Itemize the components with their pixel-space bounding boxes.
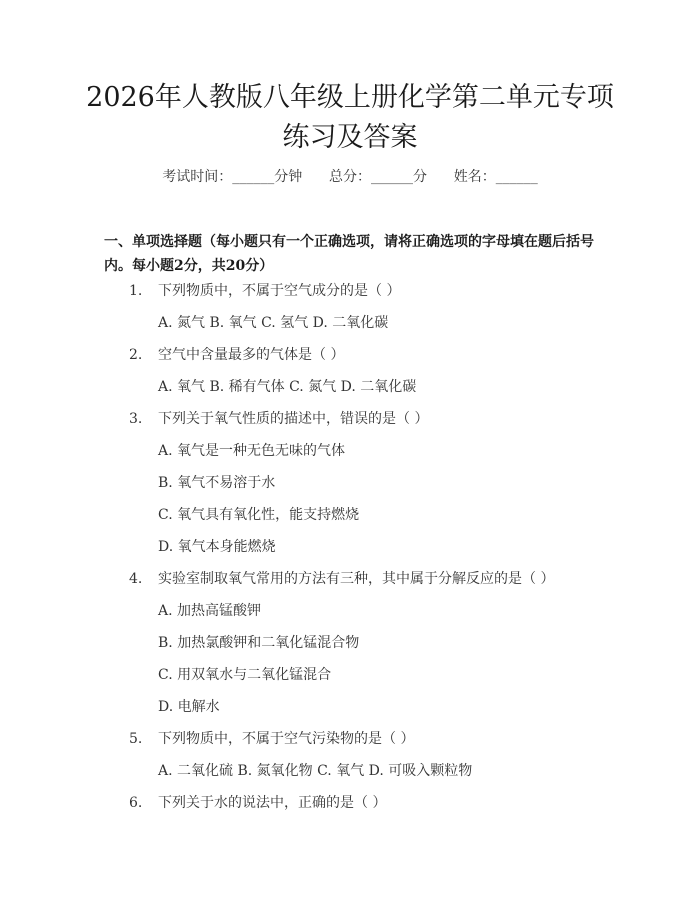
question-options: A. 氮气 B. 氧气 C. 氢气 D. 二氧化碳 (158, 315, 389, 331)
question-number: 4. (129, 571, 143, 587)
title-line-2: 练习及答案 (282, 122, 418, 153)
option-d: D. 电解水 (158, 699, 220, 715)
question-number: 3. (129, 411, 143, 427)
option-b: B. 加热氯酸钾和二氧化锰混合物 (158, 635, 360, 651)
option-a: A. 加热高锰酸钾 (158, 603, 262, 619)
option-d: D. 氧气本身能燃烧 (158, 539, 276, 555)
question-number: 5. (129, 731, 143, 747)
exam-info-line: 考试时间：______分钟 总分：______分 姓名：______ (162, 169, 538, 185)
title-line-1: 2026年人教版八年级上册化学第二单元专项 (86, 82, 614, 113)
question-number: 1. (129, 283, 143, 299)
option-c: C. 氧气具有氧化性，能支持燃烧 (158, 507, 360, 523)
option-c: C. 用双氧水与二氧化锰混合 (158, 667, 332, 683)
question-text: 下列物质中，不属于空气污染物的是（ ） (158, 731, 415, 747)
document-title (60, 78, 640, 158)
question-text: 下列关于氧气性质的描述中，错误的是（ ） (158, 411, 429, 427)
option-a: A. 氧气是一种无色无味的气体 (158, 443, 346, 459)
option-b: B. 氧气不易溶于水 (158, 475, 276, 491)
question-text: 下列关于水的说法中，正确的是（ ） (158, 795, 387, 811)
question-options: A. 二氧化硫 B. 氮氧化物 C. 氧气 D. 可吸入颗粒物 (158, 763, 473, 779)
question-text: 实验室制取氧气常用的方法有三种，其中属于分解反应的是（ ） (158, 571, 555, 587)
section-heading: 一、单项选择题（每小题只有一个正确选项，请将正确选项的字母填在题后括号内。每小题2分，共20分） (104, 234, 594, 274)
question-number: 6. (129, 795, 143, 811)
question-text: 下列物质中，不属于空气成分的是（ ） (158, 283, 401, 299)
question-text: 空气中含量最多的气体是（ ） (158, 347, 345, 363)
question-options: A. 氧气 B. 稀有气体 C. 氮气 D. 二氧化碳 (158, 379, 417, 395)
question-number: 2. (129, 347, 143, 363)
